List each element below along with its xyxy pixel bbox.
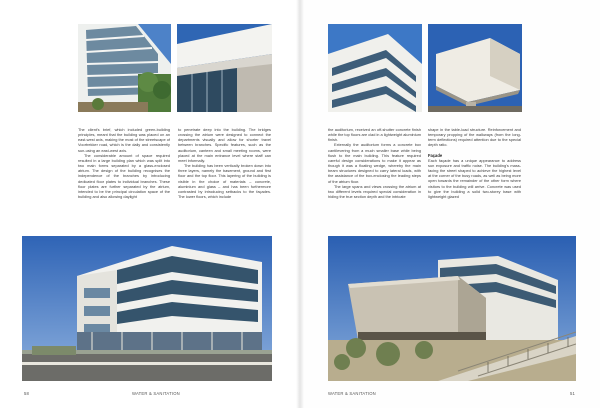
photo-cantilever-facade [177, 24, 272, 112]
left-text-column-2 [178, 127, 271, 199]
running-title: WATER & SANITATION [132, 391, 180, 396]
book-gutter [296, 0, 304, 408]
paragraph: The client's brief, which included green-building principles, meant that the building was placed on an east-west axis, making the most of the streetscape of Voortrekker road, which is the daily and consistently sun-using an east-west axis. [78, 127, 170, 153]
right-text-column-2 [428, 127, 521, 199]
paragraph: to penetrate deep into the building. The bridges crossing the atrium were designed to connect the departments visually and allow for shorter travel between branches. Specific features, such as the auditorium, canteen and small meeting rooms, were placed at the main entrance level where staff can meet informally. [178, 127, 271, 163]
paragraph: The building has been vertically broken down into three layers, namely the basement, ground and first floor and the top floor. This layering of the building is visible in the choice of materials – concrete, aluminium and glass – and has been furthermore contrasted by introducing setbacks to the façades. The lower floors, which include [178, 163, 271, 200]
page-number: 51 [570, 391, 576, 396]
paragraph: The considerable amount of space required resulted in a large building plan which was split into two main forms separated by a glass-enclosed atrium. The design of the building recognises the independence of the branches by introducing dedicated floor plates to individual branches. These floor plates are further separated by the atrium, intended to be the principal circulation space of the building and also allowing daylight [78, 152, 170, 200]
photo-building-corner-trees [78, 24, 171, 112]
section-heading-facade: Façade [428, 152, 443, 158]
page-number: 58 [24, 391, 30, 396]
paragraph: The large spans and views crossing the atrium at two different levels required special consideration in hiding the true section depth and the intricate [328, 183, 421, 200]
right-page [300, 0, 600, 408]
paragraph: Externally the auditorium forms a concrete box cantilevering from a much smaller base while being flush to the main building. This feature required careful design considerations to make it appear as though it was a floating wedge, whereby the main beam structures designed to carry lateral loads, with the assistance of the box-enclosing the leading steps of the atrium floor. [328, 142, 421, 184]
right-text-column-1 [328, 127, 421, 199]
photo-building-with-ramp [328, 236, 576, 381]
running-title: WATER & SANITATION [328, 391, 376, 396]
photo-building-corner-blue-sky [328, 24, 422, 112]
photo-building-exterior-street [22, 236, 272, 381]
photo-cantilevered-box [428, 24, 522, 112]
paragraph: shape in the table-load structure. Reinforcement and temporary propping of the walkways (from the long-term deflections) required attention due to the special depth ratio. [428, 127, 521, 148]
paragraph: Each façade has a unique appearance to address sun exposure and traffic noise. The building's mass-facing the street shaped to achieve the highest level at the corner of the busy roads, as well as being more open towards the remainder of the other form where visitors to the building will arrive. Concrete was used to give the building a solid two-storey base with lightweight glazed [428, 157, 521, 199]
paragraph: the auditorium, received an off-shutter concrete finish while the top floors are clad in a lightweight aluminium finish. [328, 127, 421, 143]
left-text-column-1 [78, 127, 170, 199]
